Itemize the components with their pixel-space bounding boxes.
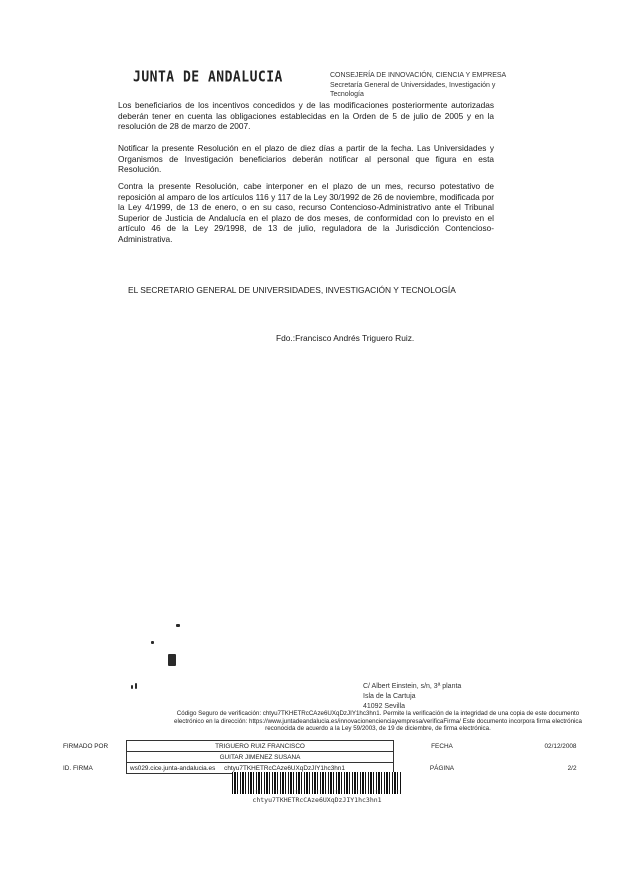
signer-1: TRIGUERO RUIZ FRANCISCO	[127, 741, 394, 752]
department-line: Tecnología	[330, 91, 364, 98]
id-firma-code: chtyu7TKHETRcCAze6UXqDzJIY1hc3hn1	[224, 764, 345, 772]
scan-speck	[151, 641, 154, 644]
scan-speck	[168, 654, 176, 666]
signer-2: GUITAR JIMENEZ SUSANA	[127, 752, 394, 763]
paragraph-obligations: Los beneficiarios de los incentivos concedidos y de las modificaciones posteriormente autorizadas deberán tener en cuenta las obligaciones establecidas en la Orden de 5 de julio de 2005 y en la resolución de 28 de marzo de 2007.	[118, 100, 494, 132]
firmado-por-label: FIRMADO POR	[63, 742, 109, 750]
address-block	[363, 682, 461, 712]
scan-speck	[131, 685, 133, 689]
barcode-label: chtyu7TKHETRcCAze6UXqDzJIY1hc3hn1	[252, 796, 382, 804]
id-firma-host: ws029.cice.junta-andalucia.es	[130, 764, 216, 772]
id-firma-label: ID. FIRMA	[63, 764, 93, 772]
fecha-value: 02/12/2008	[544, 742, 577, 750]
signer-name: Fdo.:Francisco Andrés Triguero Ruiz.	[276, 333, 415, 343]
address-line: C/ Albert Einstein, s/n, 3ª planta	[363, 683, 462, 690]
department-line: CONSEJERÍA DE INNOVACIÓN, CIENCIA Y EMPRESA	[330, 72, 507, 79]
fecha-label: FECHA	[431, 742, 453, 750]
scan-speck	[176, 624, 180, 627]
barcode	[232, 772, 402, 794]
paragraph-notification: Notificar la presente Resolución en el plazo de diez días a partir de la fecha. Las Universidades y Organismos de Investigación beneficiarios deberán notificar al personal que figura en esta Resolución.	[118, 143, 494, 175]
pagina-label: PÁGINA	[429, 764, 455, 772]
pagina-value: 2/2	[567, 764, 577, 772]
address-line: Isla de la Cartuja	[363, 693, 416, 700]
scan-speck	[135, 683, 137, 689]
department-line: Secretaría General de Universidades, Investigación y	[330, 81, 496, 89]
address-line: 41092 Sevilla	[363, 703, 406, 710]
junta-logo: JUNTA DE ANDALUCIA	[133, 68, 283, 87]
department-header	[330, 71, 510, 100]
paragraph-appeal: Contra la presente Resolución, cabe interponer en el plazo de un mes, recurso potestativo de reposición al amparo de los artículos 116 y 117 de la Ley 30/1992 de 26 de noviembre, modificada por la Ley 4/1999, de 13 de enero, o en su caso, recurso Contencioso-Administrativo ante el Tribunal Superior de Justicia de Andalucía en el plazo de dos meses, de conformidad con lo previsto en el artículo 46 de la Ley 29/1998, de 13 de julio, reguladora de la Jurisdicción Contencioso-Administrativa.	[118, 181, 494, 244]
signature-table	[60, 740, 580, 774]
signer-title: EL SECRETARIO GENERAL DE UNIVERSIDADES, INVESTIGACIÓN Y TECNOLOGÍA	[128, 285, 456, 295]
verification-text: Código Seguro de verificación: chtyu7TKHETRcCAze6UXqDzJIY1hc3hn1. Permite la verificación de la integridad de una copia de este documento electrónico en la dirección: https://www.juntadeandalucia.es/innovacionencienciayempresa/verificaFirma/ Este documento incorpora firma electrónica reconocida de acuerdo a la Ley 59/2003, de 19 de diciembre, de firma electrónica.	[174, 710, 582, 733]
